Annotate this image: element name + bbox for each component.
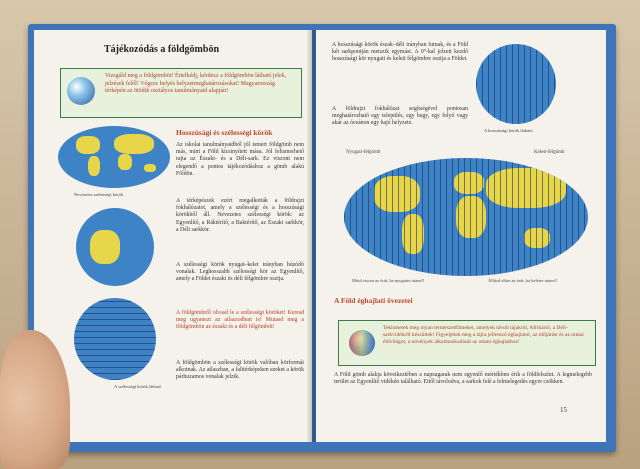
globe-latitude-lines — [74, 298, 156, 380]
paragraph: A térképészek ezért megalkották a földrajzi fokhálózatot, amely a szélességi és a hosszúsági körökből áll. Nevezetes szélességi körök: az Egyenlítő, a Ráktérítő, a Baktérítő, az Északi sarkkör, a Déli sarkkör. — [176, 198, 304, 233]
paragraph: A hosszúsági körök észak–déli irányban futnak, és a Föld két sarkpontján metszik egymást. A 0°-kal jelzett kezdő hosszúsági kör nyugati és keleti félgömbre osztja a Földet. — [332, 42, 468, 63]
caption-latitudes: Nevezetes szélességi körök — [74, 192, 124, 197]
globe-icon — [349, 330, 375, 356]
map-caption-right: Állítsd előre az órát, ha keletre utazol! — [488, 278, 558, 283]
label-east-hemisphere: Keleti-félgömb — [534, 150, 565, 155]
globe-icon — [67, 77, 95, 105]
left-page — [34, 30, 312, 442]
task-box — [338, 320, 596, 366]
globe-longitude-lines — [476, 44, 556, 124]
map-caption-left: Mérd vissza az órát, ha nyugatra utazol! — [352, 278, 425, 283]
page-number: 15 — [560, 406, 567, 414]
paragraph: A szélességi körök nyugat–kelet irányban húzódó vonalak. Leghosszabb szélességi kör az Egyenlítő, amely a Földet északi és déli félgömbre osztja. — [176, 262, 304, 283]
caption-latitude-lines: A szélességi körök látható — [114, 384, 162, 389]
task-text: Tekintsetek meg olyan természetfilmeket, amelyek távoli tájakról, Afrikáról, a Déli-sarkvidékről készültek! Figyeljétek meg a tájra jellemző éghajlatot, az időjárást és az ottani élővilágot, a növények alkalmazkodását az ottani éghajlathoz! — [383, 325, 584, 345]
section-heading: Hosszúsági és szélességi körök — [176, 128, 273, 137]
section-heading: A Föld éghajlati övezetei — [334, 296, 413, 305]
right-page — [316, 30, 606, 442]
paragraph: A Föld gömb alakja következtében a napsugarak nem egyenlő mértékben érik a földfelszínt. A legmelegebb terület az Egyenlítő vidékén található. Ettől távolodva, a sarkok felé a felmelegedés egyre csökken. — [334, 372, 592, 386]
task-box — [60, 68, 302, 118]
globe-hemisphere — [76, 208, 154, 286]
paragraph: A földrajzi fokhálózat segítségével pontosan meghatározható egy település, egy hegy, egy folyó vagy akár az óceánon egy hajó helyzete. — [332, 106, 468, 127]
paragraph: A földgömbön a szélességi körök valóban körformát alkotnak. Az atlaszban, a falitérképeken ezeket a körök párhuzamos vonalak jelzik. — [176, 360, 304, 381]
task-text: Vizsgáld meg a földgömböt! Értelkédj, kérdezz a földgömbön látható jelek, jelzések felől! Végezz helyés helyzetmeghatározásokat! Magyarország térképén az ötödik osztályos tanulmányaid alapján! — [105, 73, 287, 94]
page-title: Tájékozódás a földgömbön — [104, 44, 220, 55]
caption-longitude: A hosszúsági körök látható — [484, 128, 533, 133]
world-map-longitudes — [344, 158, 588, 276]
world-map-latitudes — [58, 126, 170, 188]
paragraph: Az iskolai tanulmányaidból jól ismert földgömb nem más, mint a Föld kicsinyített mása. Jól felismerhető rajta az Északi- és a Déli-sark. Ez viszont nem elegendő a pontos tájékozódáshoz a gömb alakú Földön. — [176, 142, 304, 177]
paragraph: A földgömbről olvasd le a szélességi köröket! Keresd meg ugyanezt az atlaszodban is! Mutasd meg a földgömbön az északi és a déli félgömböt! — [176, 310, 304, 331]
label-west-hemisphere: Nyugati-félgömb — [346, 150, 381, 155]
